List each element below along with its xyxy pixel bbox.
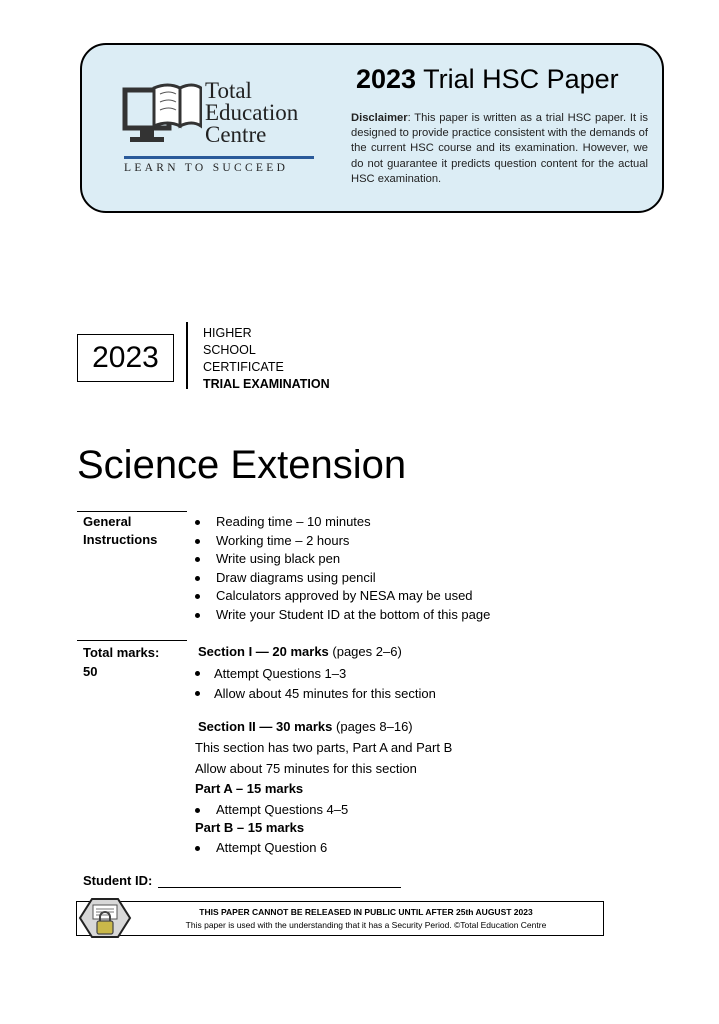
- security-notice-text: This paper is used with the understanding that it has a Security Period. ©Total Education Centre: [185, 920, 547, 930]
- section-2-heading: [198, 718, 413, 736]
- security-notice-title: THIS PAPER CANNOT BE RELEASED IN PUBLIC UNTIL AFTER 25th AUGUST 2023: [199, 907, 533, 917]
- section-2-line-2: Allow about 75 minutes for this section: [195, 761, 417, 776]
- student-id-label: Student ID:: [83, 873, 153, 888]
- total-label-line-1: Total marks:: [83, 645, 160, 660]
- student-id-field[interactable]: [158, 887, 401, 888]
- total-marks-label: [83, 643, 159, 681]
- certificate-line-3: CERTIFICATE: [203, 360, 284, 374]
- divider: [186, 322, 188, 389]
- section-rule: [77, 640, 187, 641]
- locked-document-icon: [78, 897, 132, 939]
- section-2-pages: (pages 8–16): [332, 719, 413, 734]
- general-instructions-label: [83, 513, 157, 549]
- certificate-title: [203, 325, 330, 393]
- logo-underline: [124, 156, 314, 159]
- list-item: Calculators approved by NESA may be used: [192, 587, 490, 606]
- logo-wordmark: [205, 80, 298, 146]
- part-a-list: [192, 801, 348, 820]
- exam-year-box: 2023: [77, 334, 174, 382]
- section-1-list: [192, 664, 436, 704]
- part-b-list: [192, 839, 327, 858]
- banner-title: [356, 64, 619, 95]
- logo-tagline: LEARN TO SUCCEED: [124, 162, 289, 174]
- list-item: Attempt Questions 1–3: [192, 664, 436, 684]
- section-1-pages: (pages 2–6): [328, 644, 402, 659]
- total-label-line-2: 50: [83, 664, 98, 679]
- general-instructions-list: [192, 513, 490, 625]
- list-item: Reading time – 10 minutes: [192, 513, 490, 532]
- disclaimer-label: Disclaimer: [351, 112, 408, 124]
- certificate-line-2: SCHOOL: [203, 343, 256, 357]
- part-b-title: Part B – 15 marks: [195, 820, 305, 835]
- section-1-title: Section I — 20 marks: [198, 644, 329, 659]
- general-label-line-1: General: [83, 514, 132, 529]
- logo-line-3: Centre: [205, 122, 267, 147]
- logo-line-1: Total: [205, 78, 252, 103]
- part-a-title: Part A – 15 marks: [195, 781, 304, 796]
- section-2-title: Section II — 30 marks: [198, 719, 333, 734]
- banner-title-text: Trial HSC Paper: [416, 64, 619, 94]
- monitor-book-logo-icon: [122, 82, 202, 152]
- certificate-line-1: HIGHER: [203, 326, 252, 340]
- certificate-line-4: TRIAL EXAMINATION: [203, 377, 330, 391]
- part-a-heading: [195, 780, 303, 798]
- section-2-line-1: This section has two parts, Part A and Part B: [195, 740, 453, 755]
- section-1-heading: [198, 643, 402, 661]
- subject-title: Science Extension: [77, 443, 407, 487]
- list-item: Draw diagrams using pencil: [192, 569, 490, 588]
- list-item: Allow about 45 minutes for this section: [192, 684, 436, 704]
- banner-title-year: 2023: [356, 64, 417, 94]
- list-item: Working time – 2 hours: [192, 532, 490, 551]
- list-item: Attempt Questions 4–5: [192, 801, 348, 820]
- list-item: Write using black pen: [192, 550, 490, 569]
- list-item: Attempt Question 6: [192, 839, 327, 858]
- disclaimer: [351, 111, 648, 187]
- logo-line-2: Education: [205, 100, 299, 125]
- disclaimer-text: : This paper is written as a trial HSC paper. It is designed to provide practice consistent with the demands of the current HSC course and its examination. However, we do not guarantee it predicts question content for the actual HSC examination.: [351, 112, 648, 185]
- part-b-heading: [195, 819, 304, 837]
- general-label-line-2: Instructions: [83, 532, 158, 547]
- list-item: Write your Student ID at the bottom of this page: [192, 606, 490, 625]
- section-rule: [77, 511, 187, 512]
